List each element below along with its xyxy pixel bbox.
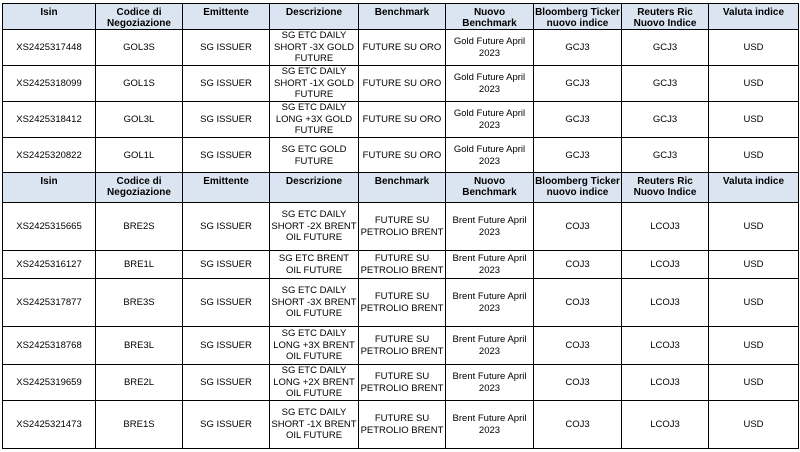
cell-reuters: LCOJ3 [622, 251, 709, 279]
cell-benchmark: FUTURE SU PETROLIO BRENT [359, 401, 446, 449]
table-row [3, 279, 799, 327]
cell-codice: BRE3L [96, 327, 183, 365]
table-row [3, 203, 799, 251]
cell-nuovo-benchmark: Gold Future April 2023 [446, 102, 534, 138]
header-benchmark: Benchmark [359, 173, 446, 203]
table-header-row [3, 173, 799, 203]
cell-codice: GOL3S [96, 30, 183, 66]
cell-emittente: SG ISSUER [183, 401, 270, 449]
cell-valuta: USD [709, 365, 799, 401]
table-row [3, 102, 799, 138]
cell-descrizione: SG ETC DAILY SHORT -2X BRENT OIL FUTURE [270, 203, 359, 251]
header-nuovo-benchmark: Nuovo Benchmark [446, 173, 534, 203]
cell-descrizione: SG ETC DAILY LONG +2X BRENT OIL FUTURE [270, 365, 359, 401]
cell-valuta: USD [709, 279, 799, 327]
cell-emittente: SG ISSUER [183, 138, 270, 174]
cell-reuters: LCOJ3 [622, 327, 709, 365]
cell-bloomberg: COJ3 [534, 203, 622, 251]
cell-nuovo-benchmark: Brent Future April 2023 [446, 251, 534, 279]
cell-benchmark: FUTURE SU PETROLIO BRENT [359, 203, 446, 251]
cell-valuta: USD [709, 251, 799, 279]
cell-emittente: SG ISSUER [183, 279, 270, 327]
cell-isin: XS2425318412 [3, 102, 96, 138]
cell-reuters: LCOJ3 [622, 279, 709, 327]
cell-codice: GOL1S [96, 66, 183, 102]
cell-descrizione: SG ETC DAILY LONG +3X GOLD FUTURE [270, 102, 359, 138]
header-emittente: Emittente [183, 4, 270, 30]
cell-descrizione: SG ETC DAILY LONG +3X BRENT OIL FUTURE [270, 327, 359, 365]
header-emittente: Emittente [183, 173, 270, 203]
header-benchmark: Benchmark [359, 4, 446, 30]
header-nuovo-benchmark: Nuovo Benchmark [446, 4, 534, 30]
cell-reuters: LCOJ3 [622, 365, 709, 401]
gold-etc-table [2, 3, 799, 174]
cell-emittente: SG ISSUER [183, 203, 270, 251]
cell-valuta: USD [709, 401, 799, 449]
cell-nuovo-benchmark: Gold Future April 2023 [446, 66, 534, 102]
cell-codice: BRE1S [96, 401, 183, 449]
table-row [3, 138, 799, 174]
cell-bloomberg: COJ3 [534, 279, 622, 327]
cell-nuovo-benchmark: Brent Future April 2023 [446, 401, 534, 449]
cell-valuta: USD [709, 138, 799, 174]
cell-reuters: GCJ3 [622, 30, 709, 66]
cell-benchmark: FUTURE SU PETROLIO BRENT [359, 327, 446, 365]
cell-codice: BRE3S [96, 279, 183, 327]
cell-benchmark: FUTURE SU ORO [359, 102, 446, 138]
table-header-row [3, 4, 799, 30]
header-codice-negoziazione: Codice di Negoziazione [96, 4, 183, 30]
cell-emittente: SG ISSUER [183, 66, 270, 102]
cell-descrizione: SG ETC DAILY SHORT -3X GOLD FUTURE [270, 30, 359, 66]
cell-valuta: USD [709, 66, 799, 102]
cell-bloomberg: GCJ3 [534, 30, 622, 66]
cell-bloomberg: GCJ3 [534, 66, 622, 102]
cell-descrizione: SG ETC DAILY SHORT -1X GOLD FUTURE [270, 66, 359, 102]
cell-benchmark: FUTURE SU ORO [359, 30, 446, 66]
cell-benchmark: FUTURE SU PETROLIO BRENT [359, 279, 446, 327]
cell-bloomberg: GCJ3 [534, 138, 622, 174]
cell-codice: GOL3L [96, 102, 183, 138]
table-row [3, 30, 799, 66]
table-row [3, 251, 799, 279]
cell-benchmark: FUTURE SU PETROLIO BRENT [359, 365, 446, 401]
cell-bloomberg: GCJ3 [534, 102, 622, 138]
cell-codice: BRE1L [96, 251, 183, 279]
brent-etc-table [2, 172, 799, 449]
header-descrizione: Descrizione [270, 4, 359, 30]
cell-isin: XS2425317877 [3, 279, 96, 327]
cell-reuters: GCJ3 [622, 102, 709, 138]
header-valuta-indice: Valuta indice [709, 173, 799, 203]
header-reuters-ric: Reuters Ric Nuovo Indice [622, 4, 709, 30]
cell-codice: BRE2S [96, 203, 183, 251]
header-reuters-ric: Reuters Ric Nuovo Indice [622, 173, 709, 203]
cell-bloomberg: COJ3 [534, 401, 622, 449]
cell-bloomberg: COJ3 [534, 365, 622, 401]
cell-reuters: LCOJ3 [622, 401, 709, 449]
cell-isin: XS2425318099 [3, 66, 96, 102]
header-bloomberg-ticker: Bloomberg Ticker nuovo indice [534, 4, 622, 30]
cell-nuovo-benchmark: Gold Future April 2023 [446, 138, 534, 174]
cell-descrizione: SG ETC DAILY SHORT -1X BRENT OIL FUTURE [270, 401, 359, 449]
cell-reuters: GCJ3 [622, 66, 709, 102]
cell-nuovo-benchmark: Brent Future April 2023 [446, 365, 534, 401]
header-descrizione: Descrizione [270, 173, 359, 203]
cell-emittente: SG ISSUER [183, 365, 270, 401]
cell-benchmark: FUTURE SU ORO [359, 138, 446, 174]
cell-codice: GOL1L [96, 138, 183, 174]
cell-valuta: USD [709, 327, 799, 365]
cell-descrizione: SG ETC BRENT OIL FUTURE [270, 251, 359, 279]
table-row [3, 66, 799, 102]
cell-benchmark: FUTURE SU PETROLIO BRENT [359, 251, 446, 279]
cell-isin: XS2425319659 [3, 365, 96, 401]
cell-isin: XS2425315665 [3, 203, 96, 251]
header-isin: Isin [3, 173, 96, 203]
cell-nuovo-benchmark: Gold Future April 2023 [446, 30, 534, 66]
cell-emittente: SG ISSUER [183, 102, 270, 138]
cell-isin: XS2425317448 [3, 30, 96, 66]
table-row [3, 365, 799, 401]
cell-valuta: USD [709, 102, 799, 138]
cell-descrizione: SG ETC GOLD FUTURE [270, 138, 359, 174]
cell-emittente: SG ISSUER [183, 30, 270, 66]
cell-reuters: GCJ3 [622, 138, 709, 174]
cell-valuta: USD [709, 203, 799, 251]
cell-descrizione: SG ETC DAILY SHORT -3X BRENT OIL FUTURE [270, 279, 359, 327]
cell-bloomberg: COJ3 [534, 251, 622, 279]
cell-emittente: SG ISSUER [183, 251, 270, 279]
header-codice-negoziazione: Codice di Negoziazione [96, 173, 183, 203]
cell-reuters: LCOJ3 [622, 203, 709, 251]
cell-emittente: SG ISSUER [183, 327, 270, 365]
cell-isin: XS2425321473 [3, 401, 96, 449]
cell-isin: XS2425318768 [3, 327, 96, 365]
cell-valuta: USD [709, 30, 799, 66]
table-row [3, 327, 799, 365]
header-valuta-indice: Valuta indice [709, 4, 799, 30]
cell-nuovo-benchmark: Brent Future April 2023 [446, 203, 534, 251]
cell-benchmark: FUTURE SU ORO [359, 66, 446, 102]
cell-isin: XS2425320822 [3, 138, 96, 174]
table-row [3, 401, 799, 449]
cell-nuovo-benchmark: Brent Future April 2023 [446, 279, 534, 327]
cell-nuovo-benchmark: Brent Future April 2023 [446, 327, 534, 365]
header-bloomberg-ticker: Bloomberg Ticker nuovo indice [534, 173, 622, 203]
cell-isin: XS2425316127 [3, 251, 96, 279]
cell-codice: BRE2L [96, 365, 183, 401]
cell-bloomberg: COJ3 [534, 327, 622, 365]
header-isin: Isin [3, 4, 96, 30]
